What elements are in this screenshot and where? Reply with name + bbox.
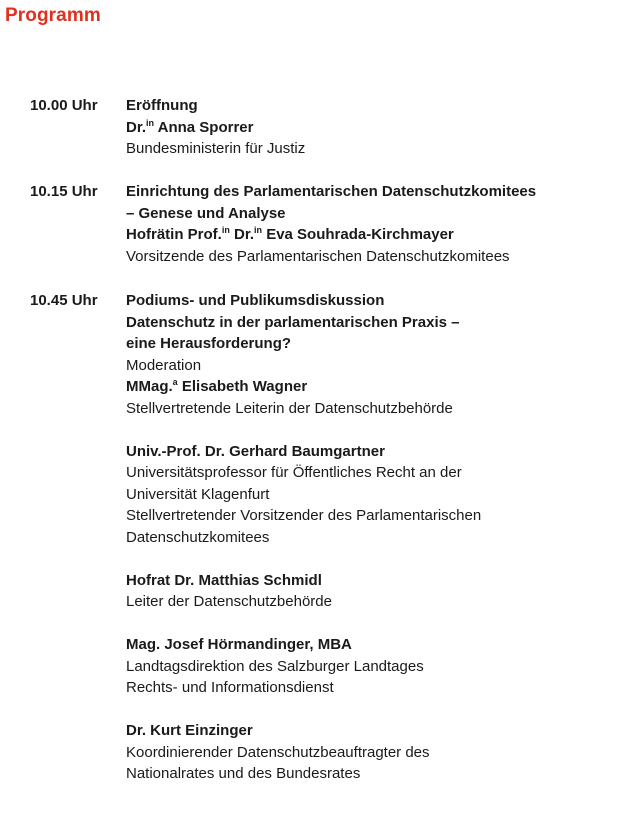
panelist-name: Hofrat Dr. Matthias Schmidl [126, 571, 322, 589]
panelist-role: Datenschutzkomitees [126, 528, 270, 546]
session-time: 10.00 Uhr [30, 97, 98, 114]
panelist [126, 634, 616, 699]
panelist-role: Leiter der Datenschutzbehörde [126, 593, 332, 610]
panelist-role: Universität Klagenfurt [126, 485, 270, 503]
session-time: 10.45 Uhr [30, 292, 98, 309]
panelist-role: Rechts- und Informationsdienst [126, 679, 334, 696]
moderator-name: MMag.$^a$ Elisabeth Wagner [126, 377, 308, 395]
speaker-name: Hofrätin Prof.$^{in}$ Dr.$^{in}$ Eva Souhrada-Kirchmayer [126, 225, 454, 243]
session-title: Datenschutz in der parlamentarischen Praxis – [126, 313, 460, 331]
panelist-name: Dr. Kurt Einzinger [126, 722, 253, 739]
panelist [126, 720, 616, 785]
moderator-role: Stellvertretende Leiterin der Datenschutzbehörde [126, 399, 453, 417]
page-title: Programm [5, 5, 101, 26]
panelist-name: Mag. Josef Hörmandinger, MBA [126, 636, 352, 653]
panelist-role: Nationalrates und des Bundesrates [126, 765, 361, 782]
panelist [126, 441, 616, 549]
panelist-role: Universitätsprofessor für Öffentliches Recht an der [126, 464, 462, 481]
speaker-name: Dr.$^{in}$ Anna Sporrer [126, 117, 254, 136]
session-title: eine Herausforderung? [126, 335, 292, 352]
panelist-name: Univ.-Prof. Dr. Gerhard Baumgartner [126, 442, 385, 460]
session-title: Eröffnung [126, 97, 198, 114]
session-time: 10.15 Uhr [30, 183, 98, 200]
panelist [126, 570, 616, 613]
speaker-role: Vorsitzende des Parlamentarischen Datenschutzkomitees [126, 247, 510, 265]
moderation-label: Moderation [126, 356, 202, 374]
speaker-role: Bundesministerin für Justiz [126, 140, 306, 157]
session-title: Einrichtung des Parlamentarischen Datenschutzkomitees [126, 183, 537, 200]
session-title: Podiums- und Publikumsdiskussion [126, 292, 385, 309]
panelist-role: Landtagsdirektion des Salzburger Landtages [126, 657, 424, 675]
panelist-role: Stellvertretender Vorsitzender des Parlamentarischen [126, 507, 482, 524]
session-title: – Genese und Analyse [126, 204, 286, 222]
panelist-role: Koordinierender Datenschutzbeauftragter des [126, 743, 430, 761]
